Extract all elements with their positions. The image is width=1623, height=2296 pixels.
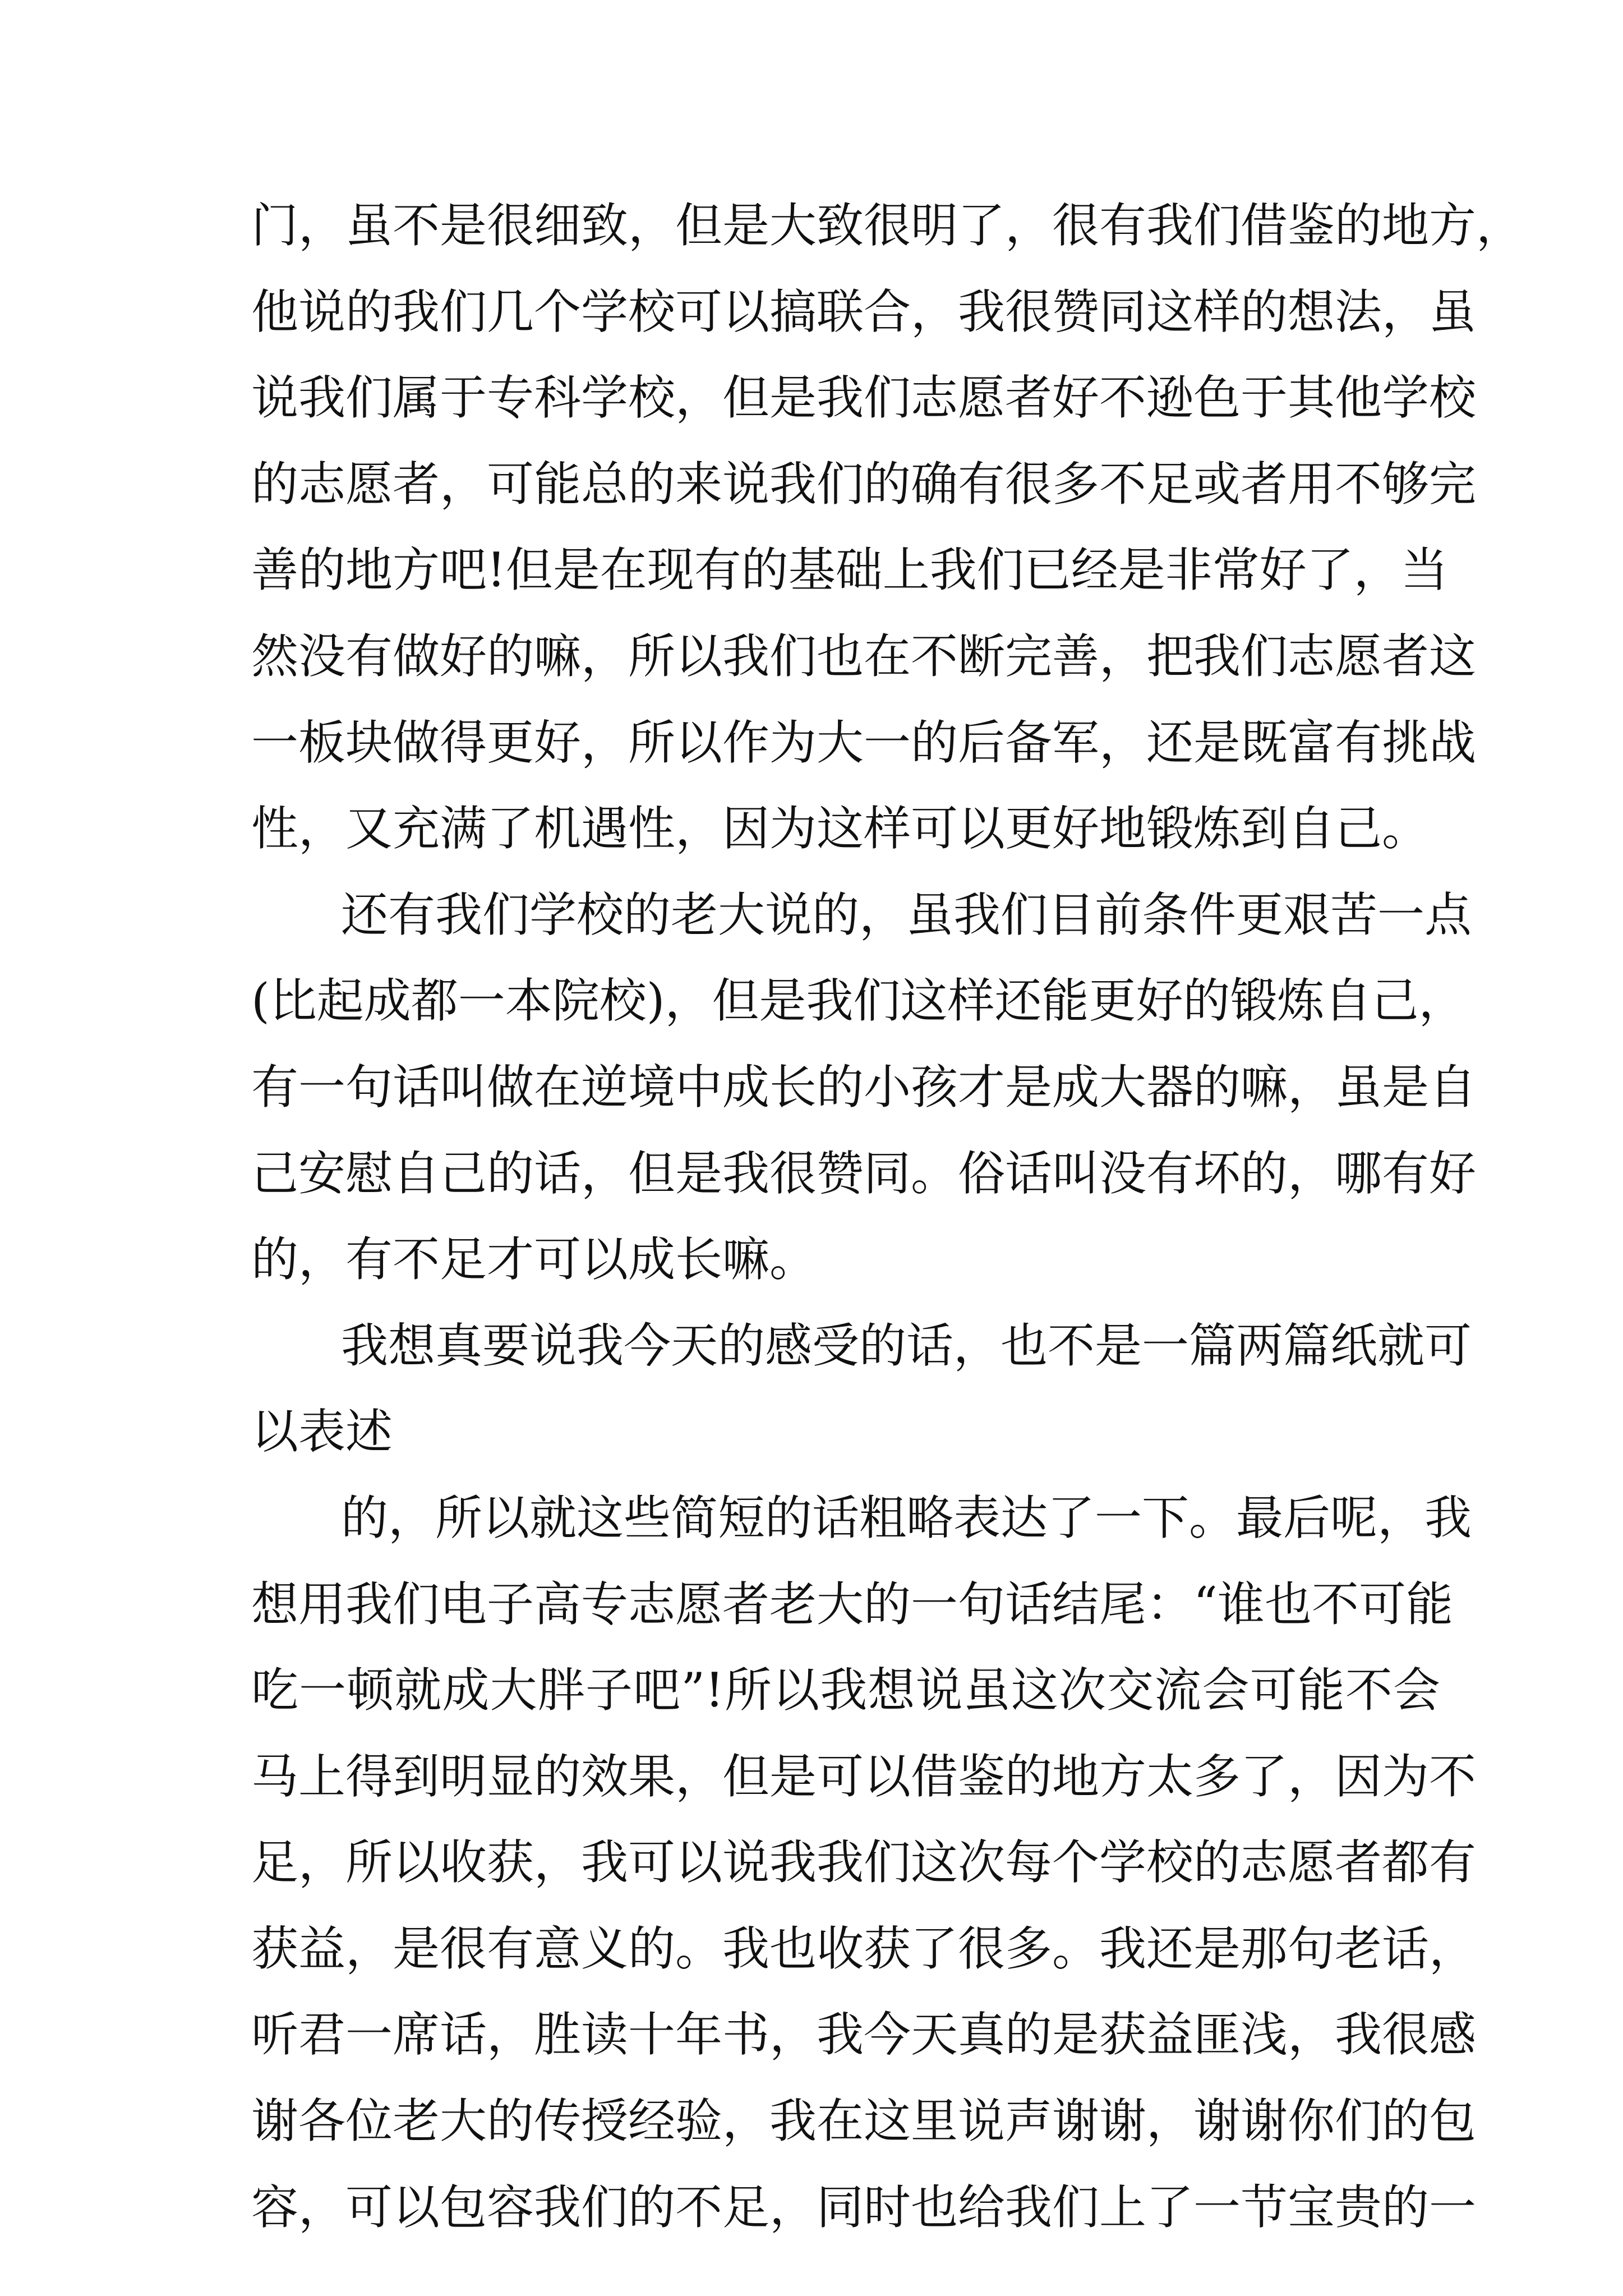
text-line: 马上得到明显的效果，但是可以借鉴的地方太多了，因为不 (251, 1749, 1477, 1804)
text-line: 以表述 (251, 1404, 393, 1460)
text-line: 吃一顿就成大胖子吧”!所以我想说虽这次交流会可能不会 (251, 1663, 1440, 1718)
body-text (251, 183, 1524, 2251)
text-line: (比起成都一本院校)，但是我们这样还能更好的锻炼自己， (251, 973, 1466, 1029)
text-line: 谢各位老大的传授经验，我在这里说声谢谢，谢谢你们的包 (251, 2093, 1477, 2149)
text-line: 听君一席话，胜读十年书，我今天真的是获益匪浅，我很感 (251, 2007, 1477, 2063)
text-line: 想用我们电子高专志愿者老大的一句话结尾：“谁也不可能 (251, 1576, 1453, 1632)
text-line: 还有我们学校的老大说的，虽我们目前条件更艰苦一点 (341, 887, 1472, 942)
text-line: 他说的我们几个学校可以搞联合，我很赞同这样的想法，虽 (251, 284, 1477, 339)
text-line: 的，有不足才可以成长嘛。 (251, 1232, 817, 1287)
text-line: 己安慰自己的话，但是我很赞同。俗话叫没有坏的，哪有好 (251, 1145, 1477, 1201)
text-line: 的志愿者，可能总的来说我们的确有很多不足或者用不够完 (251, 456, 1477, 512)
text-line: 的，所以就这些简短的话粗略表达了一下。最后呢，我 (341, 1490, 1472, 1545)
text-line: 获益，是很有意义的。我也收获了很多。我还是那句老话， (251, 1921, 1477, 1976)
text-line: 然没有做好的嘛，所以我们也在不断完善，把我们志愿者这 (251, 628, 1477, 684)
text-line: 说我们属于专科学校，但是我们志愿者好不逊色于其他学校 (251, 370, 1477, 426)
text-line: 我想真要说我今天的感受的话，也不是一篇两篇纸就可 (341, 1318, 1472, 1373)
text-line: 有一句话叫做在逆境中成长的小孩才是成大器的嘛，虽是自 (251, 1059, 1477, 1115)
text-line: 善的地方吧!但是在现有的基础上我们已经是非常好了，当 (251, 542, 1448, 598)
text-line: 一板块做得更好，所以作为大一的后备军，还是既富有挑战 (251, 715, 1477, 770)
text-line: 足，所以收获，我可以说我我们这次每个学校的志愿者都有 (251, 1835, 1477, 1890)
text-line: 性，又充满了机遇性，因为这样可以更好地锻炼到自己。 (251, 801, 1430, 857)
text-line: 门，虽不是很细致，但是大致很明了，很有我们借鉴的地方， (251, 198, 1524, 253)
text-line: 容，可以包容我们的不足，同时也给我们上了一节宝贵的一 (251, 2179, 1477, 2235)
